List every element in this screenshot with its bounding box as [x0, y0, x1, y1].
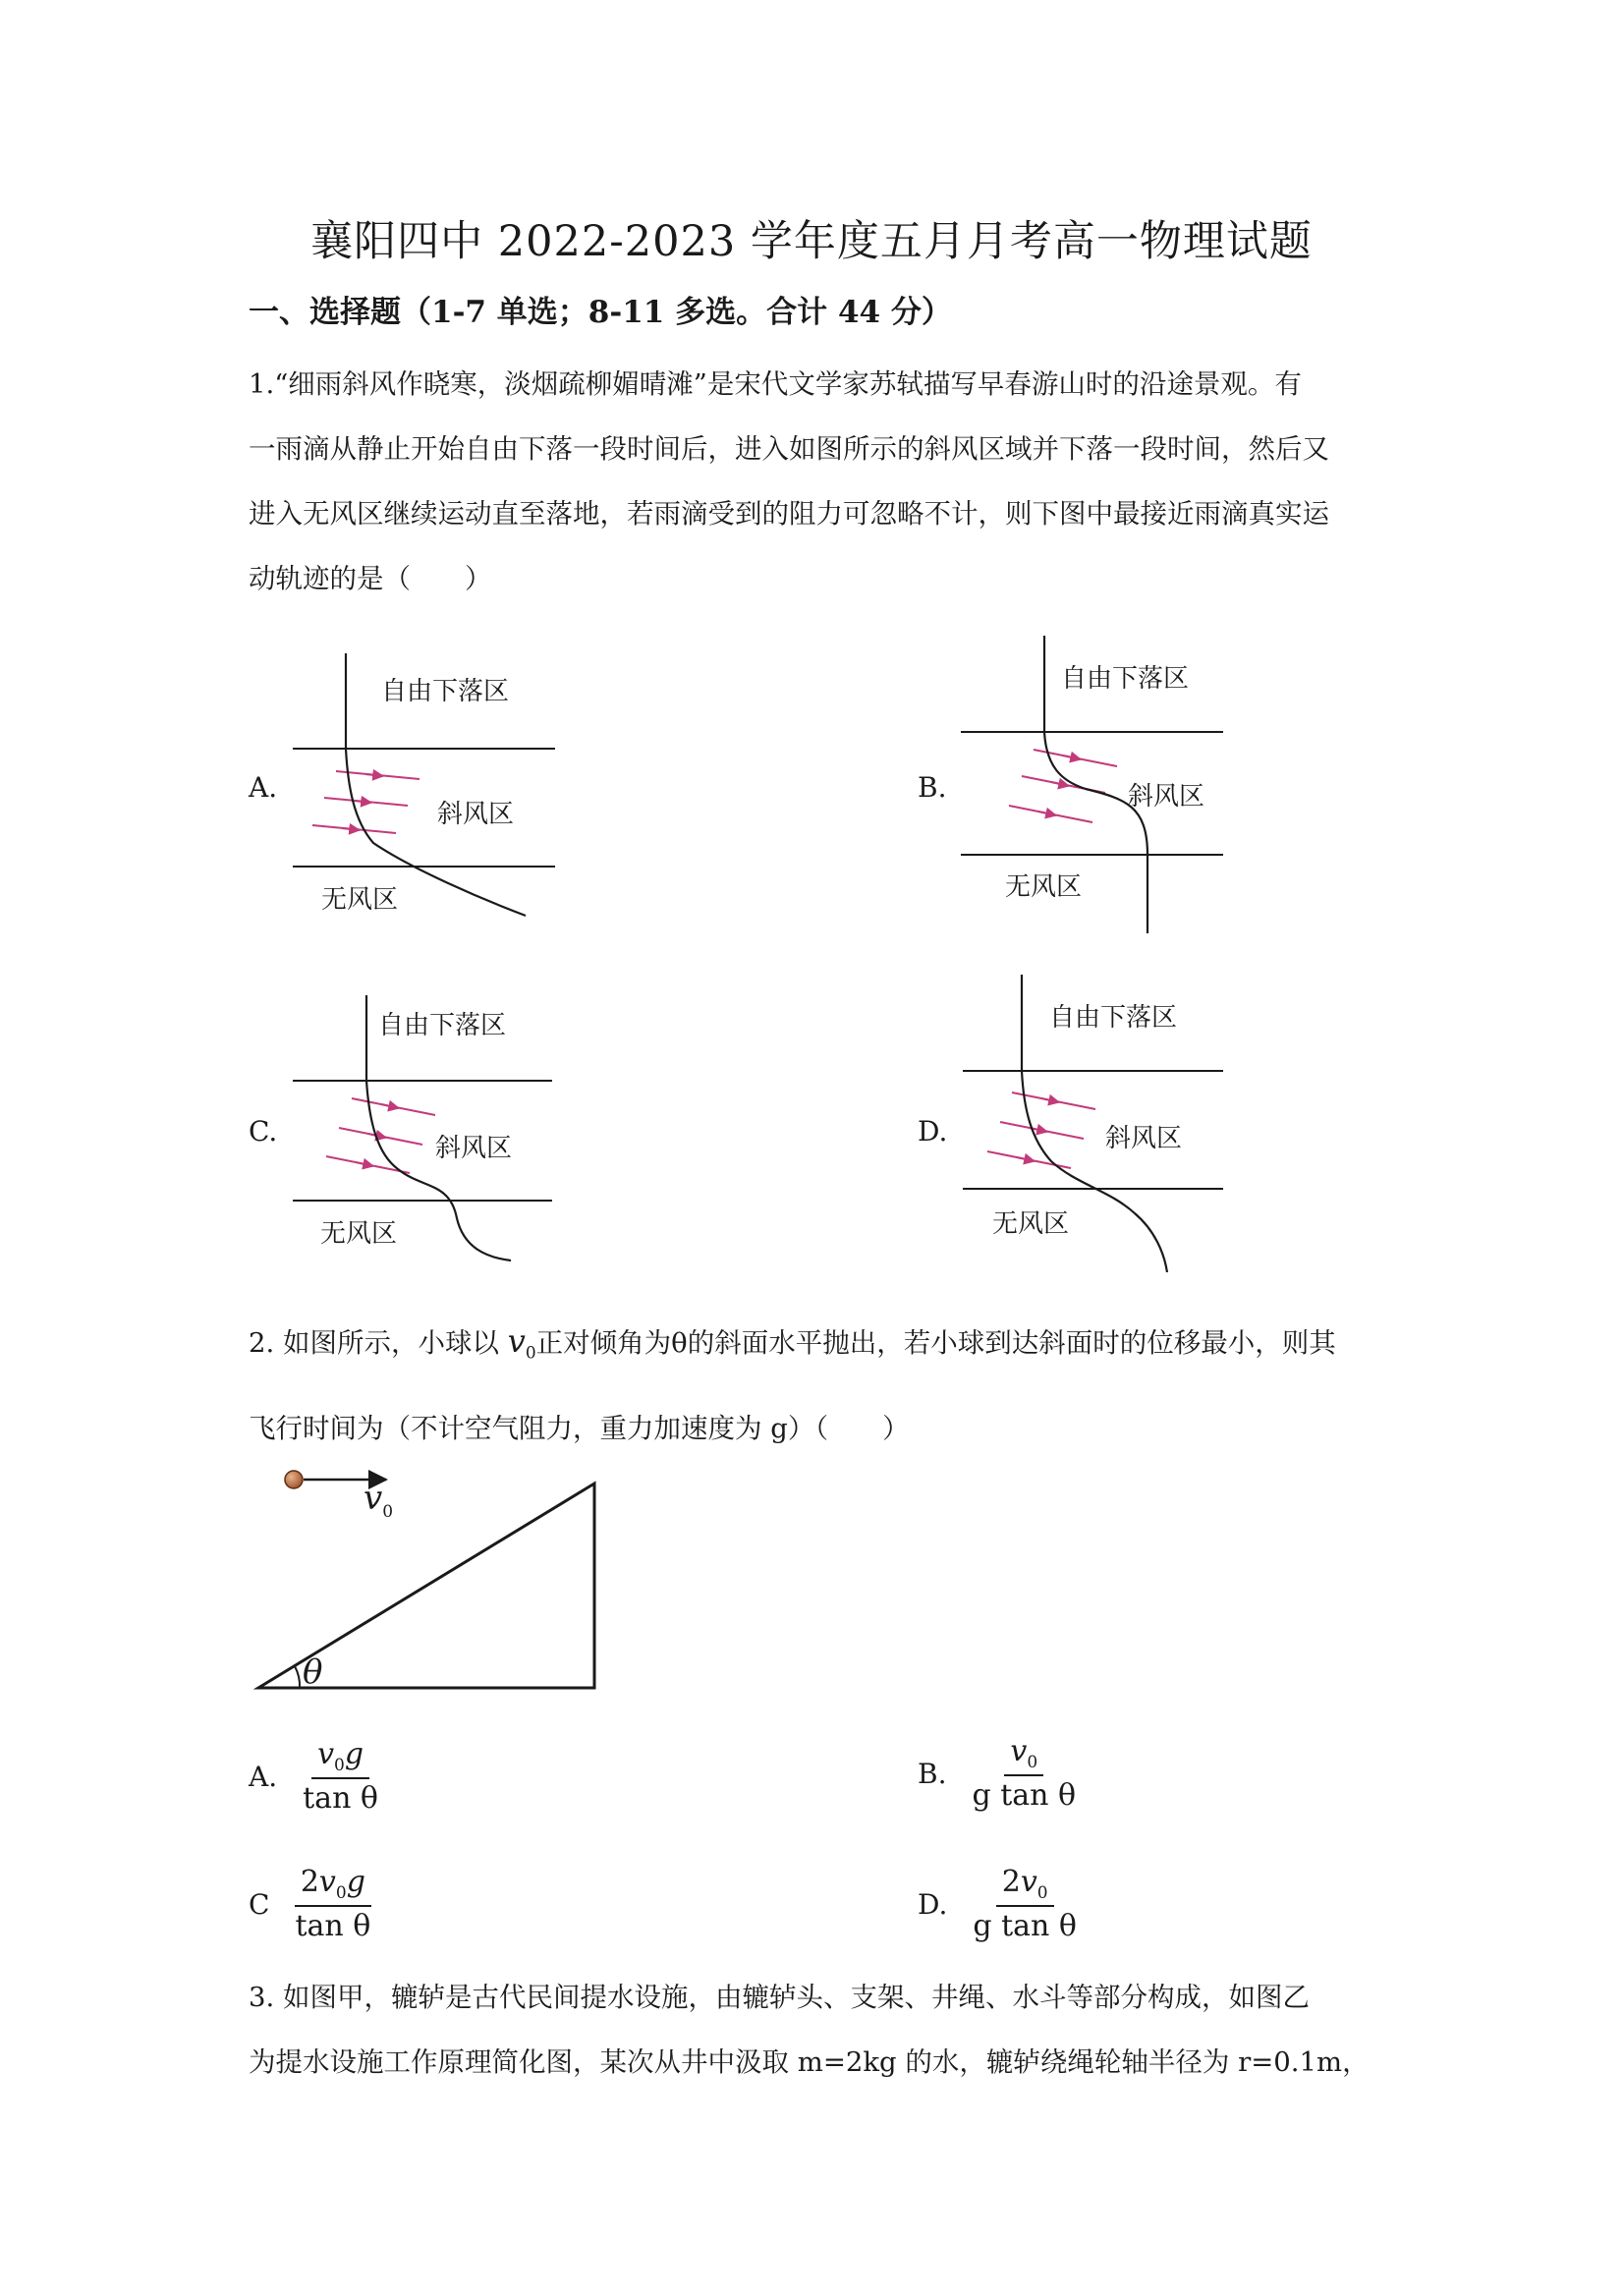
wind-arrows [1009, 750, 1117, 822]
page-title: 襄阳四中 2022-2023 学年度五月月考高一物理试题 [310, 217, 1313, 266]
v0-symbol-v: v [507, 1322, 526, 1360]
fraction-numerator: $2v_0$ [996, 1865, 1054, 1907]
q2-option-b-fraction [966, 1734, 1082, 1813]
q2-option-d-fraction [967, 1865, 1083, 1943]
angle-arc [295, 1666, 300, 1688]
fraction-numerator: $v_0$ [1004, 1734, 1043, 1776]
q1-line-1: 1.“细雨斜风作晓寒，淡烟疏柳媚晴滩”是宋代文学家苏轼描写早春游山时的沿途景观。有 [249, 368, 1302, 400]
figure-v0-v: v [364, 1479, 383, 1518]
zone-label-no-wind: 无风区 [992, 1209, 1070, 1239]
zone-label-slant-wind: 斜风区 [1128, 782, 1205, 812]
q2-line-1 [249, 1309, 1388, 1386]
q1-option-a-label: A. [249, 771, 278, 804]
q2-option-c-fraction [289, 1865, 376, 1943]
q1-option-b-label: B. [918, 771, 947, 804]
q2-option-a[interactable] [249, 1737, 384, 1816]
q2-option-d[interactable] [918, 1865, 1083, 1943]
figure-theta-label: θ [303, 1652, 323, 1692]
question-3-text [249, 1965, 1388, 2095]
zone-label-free-fall: 自由下落区 [381, 677, 510, 706]
q1-option-c-label: C. [249, 1115, 278, 1148]
figure-v0-label [364, 1479, 393, 1522]
section-heading: 一、选择题（1-7 单选；8-11 多选。合计 44 分） [249, 295, 952, 330]
wind-arrows [326, 1098, 435, 1173]
figure-v0-subscript: 0 [382, 1501, 394, 1522]
zone-label-free-fall: 自由下落区 [1049, 1003, 1178, 1033]
q3-line-1: 3. 如图甲，辘轳是古代民间提水设施，由辘轳头、支架、井绳、水斗等部分构成，如图乙 [249, 1982, 1310, 2013]
q1-option-d-label: D. [918, 1115, 948, 1148]
q2-line-1-end: 正对倾角为θ的斜面水平抛出，若小球到达斜面时的位移最小，则其 [535, 1327, 1336, 1359]
zone-label-no-wind: 无风区 [1005, 872, 1083, 902]
zone-label-slant-wind: 斜风区 [435, 1134, 513, 1163]
wind-arrows [987, 1092, 1095, 1168]
fraction-denominator: g tan θ [972, 1778, 1077, 1813]
ball [285, 1471, 303, 1488]
q2-option-c-label: C [249, 1887, 270, 1921]
q2-option-b-label: B. [918, 1757, 947, 1790]
fraction-denominator: tan θ [295, 1909, 371, 1943]
fraction-denominator: tan θ [303, 1781, 378, 1816]
fraction-denominator: g tan θ [973, 1909, 1077, 1943]
question-1-text [249, 352, 1388, 611]
q3-line-2: 为提水设施工作原理简化图，某次从井中汲取 m=2kg 的水，辘轳绕绳轮轴半径为 r=0.1m， [249, 2046, 1370, 2078]
q1-line-2: 一雨滴从静止开始自由下落一段时间后，进入如图所示的斜风区域并下落一段时间，然后又 [249, 433, 1329, 465]
fraction-numerator: $v_0g$ [311, 1737, 369, 1779]
q1-line-4: 动轨迹的是（ ） [249, 563, 492, 594]
q2-option-c[interactable] [249, 1865, 376, 1943]
q1-line-3: 进入无风区继续运动直至落地，若雨滴受到的阻力可忽略不计，则下图中最接近雨滴真实运 [249, 498, 1329, 530]
zone-label-free-fall: 自由下落区 [1061, 664, 1190, 694]
zone-label-no-wind: 无风区 [320, 1219, 398, 1249]
zone-label-no-wind: 无风区 [321, 885, 399, 915]
zone-label-slant-wind: 斜风区 [1105, 1124, 1183, 1153]
zone-label-slant-wind: 斜风区 [437, 800, 515, 829]
q2-option-d-label: D. [918, 1887, 948, 1921]
q2-option-a-label: A. [249, 1760, 278, 1793]
q2-option-a-fraction [297, 1737, 384, 1816]
v0-symbol-subscript: 0 [525, 1343, 536, 1364]
q2-line-1-start: 2. 如图所示，小球以 [249, 1327, 499, 1359]
wind-arrows [312, 771, 420, 833]
zone-label-free-fall: 自由下落区 [378, 1011, 507, 1040]
q2-option-b[interactable] [918, 1734, 1082, 1813]
q2-line-2: 飞行时间为（不计空气阻力，重力加速度为 g）（ ） [249, 1412, 910, 1444]
fraction-numerator: $2v_0g$ [295, 1865, 371, 1907]
question-2-text [249, 1309, 1388, 1461]
